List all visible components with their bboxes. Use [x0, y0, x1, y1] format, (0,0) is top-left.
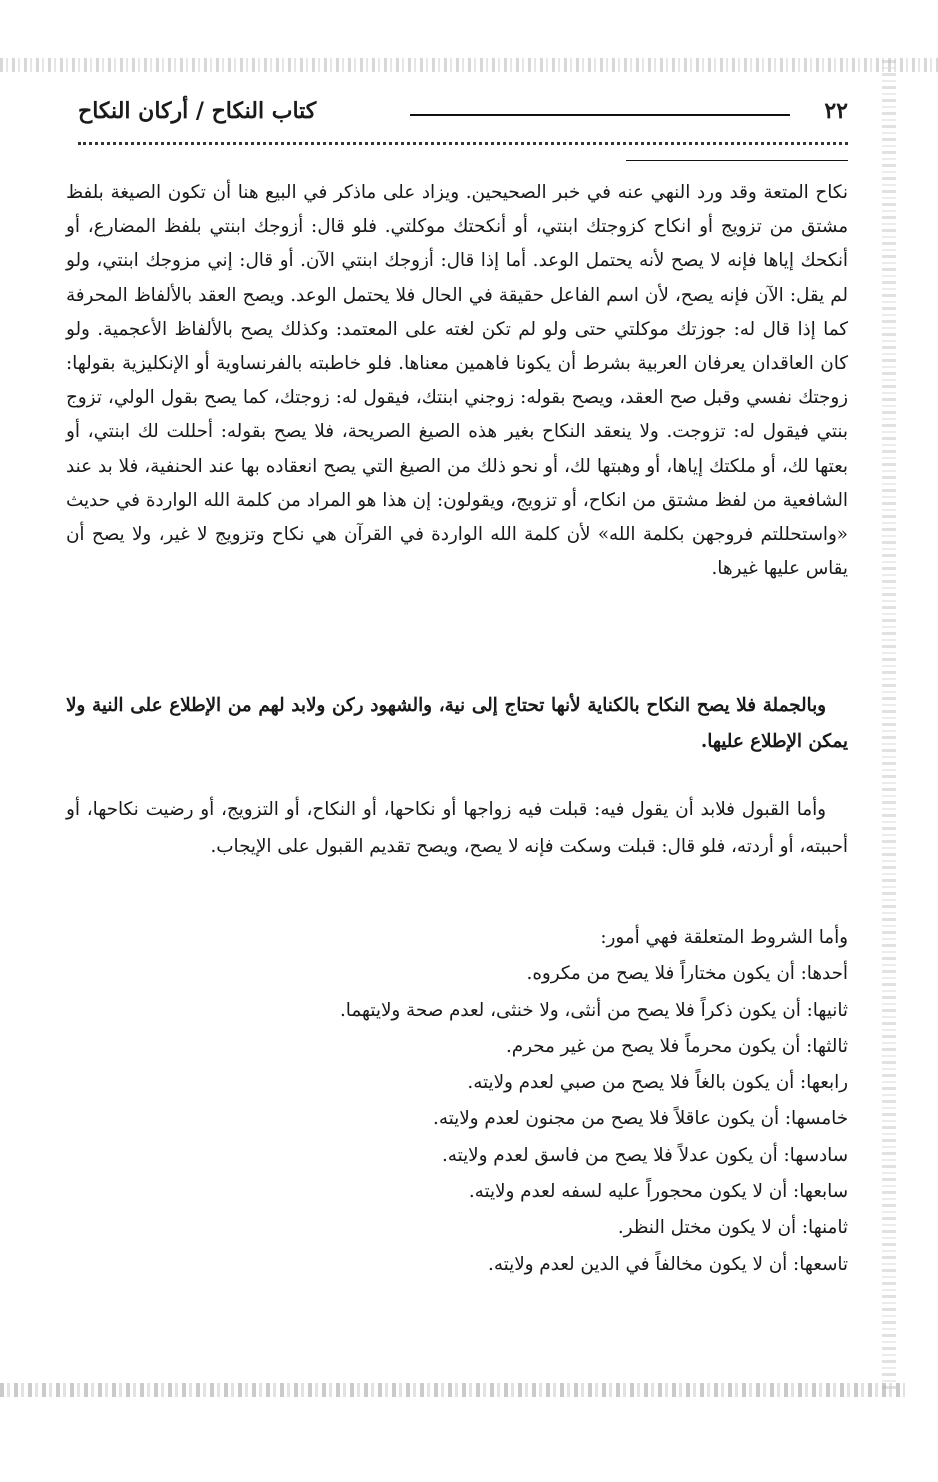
condition-item: ثامنها: أن لا يكون مختل النظر. [617, 1217, 848, 1239]
condition-item: خامسها: أن يكون عاقلاً فلا يصح من مجنون لعدم ولايته. [433, 1108, 848, 1130]
condition-item: رابعها: أن يكون بالغاً فلا يصح من صبي لعدم ولايته. [467, 1072, 848, 1094]
paragraph-kinaya [66, 688, 848, 760]
section-rule [626, 160, 848, 161]
header-rule [410, 114, 790, 116]
paragraph-qabul-text: وأما القبول فلابد أن يقول فيه: قبلت فيه زواجها أو نكاحها، أو النكاح، أو التزويج، أو رضيت نكاحها، أو أحببته، أو أردته، فلو قال: قبلت وسكت فإنه لا يصح، ويصح تقديم القبول على الإيجاب. [66, 799, 848, 857]
right-border-ornament [882, 60, 896, 1390]
paragraph-kinaya-text: وبالجملة فلا يصح النكاح بالكناية لأنها تحتاج إلى نية، والشهود ركن ولابد لهم من الإطلاع على النية ولا يمكن الإطلاع عليها. [66, 695, 848, 752]
header-dotted-rule [78, 142, 848, 145]
condition-item: سابعها: أن لا يكون محجوراً عليه لسفه لعدم ولايته. [468, 1181, 848, 1203]
page-header [78, 96, 848, 130]
condition-item: ثالثها: أن يكون محرماً فلا يصح من غير محرم. [505, 1035, 848, 1057]
paragraph-sigha: نكاح المتعة وقد ورد النهي عنه في خبر الصحيحين. ويزاد على ماذكر في البيع هنا أن تكون الصيغة بلفظ مشتق من تزويج أو انكاح كزوجتك ابنتي، أو أنكحتك موكلتي. فلو قال: أزوجك ابنتي بلفظ المضارع، أو أنكحك إياها فإنه لا يصح لأنه يحتمل الوعد. أما إذا قال: أزوجك ابنتي الآن. أو قال: إني مزوجك ابنتي، ولو لم يقل: الآن فإنه يصح، لأن اسم الفاعل حقيقة في الحال فلا يحتمل الوعد. ويصح العقد بالألفاظ المحرفة كما إذا قال له: جوزتك موكلتي حتى ولو لم تكن لغته على المعتمد: وكذلك يصح بالألفاظ الأعجمية. ولو كان العاقدان يعرفان العربية بشرط أن يكونا فاهمين معناها. فلو خاطبته بالفرنساوية أو الإنكليزية بقولها: زوجتك نفسي وقبل صح العقد، ويصح بقوله: زوجني ابنتك، فيقول له: زوجتك، كما يصح بقول الولي، تزوج بنتي فيقول له: تزوجت. ولا ينعقد النكاح بغير هذه الصيغ الصريحة، فلا يصح بقوله: أحللت لك ابنتي، أو بعتها لك، أو ملكتك إياها، أو وهبتها لك، أو نحو ذلك من الصيغ التي يصح انعقاده بها عند الحنفية، فلا بد عند الشافعية من لفظ مشتق من انكاح، أو تزويج، ويقولون: إن هذا هو المراد من كلمة الله الواردة في حديث «واستحللتم فروجهن بكلمة الله» لأن كلمة الله الواردة في القرآن هي نكاح وتزويج لا غير، ولا يصح أن يقاس عليها غيرها. [66, 182, 848, 580]
bottom-border-ornament [0, 1383, 905, 1397]
conditions-intro: وأما الشروط المتعلقة فهي أمور: [600, 927, 848, 948]
condition-item: سادسها: أن يكون عدلاً فلا يصح من فاسق لعدم ولايته. [441, 1144, 848, 1166]
paragraph-qabul [66, 792, 848, 865]
condition-item: أحدها: أن يكون مختاراً فلا يصح من مكروه. [526, 963, 848, 985]
conditions-list [340, 920, 848, 1283]
running-head: كتاب النكاح / أركان النكاح [78, 98, 317, 124]
condition-item: ثانيها: أن يكون ذكراً فلا يصح من أنثى، ولا خنثى، لعدم صحة ولايتهما. [339, 999, 848, 1021]
top-border-ornament [0, 58, 938, 72]
condition-item: تاسعها: أن لا يكون مخالفاً في الدين لعدم ولايته. [488, 1253, 848, 1275]
page-number: ٢٢ [824, 98, 848, 124]
